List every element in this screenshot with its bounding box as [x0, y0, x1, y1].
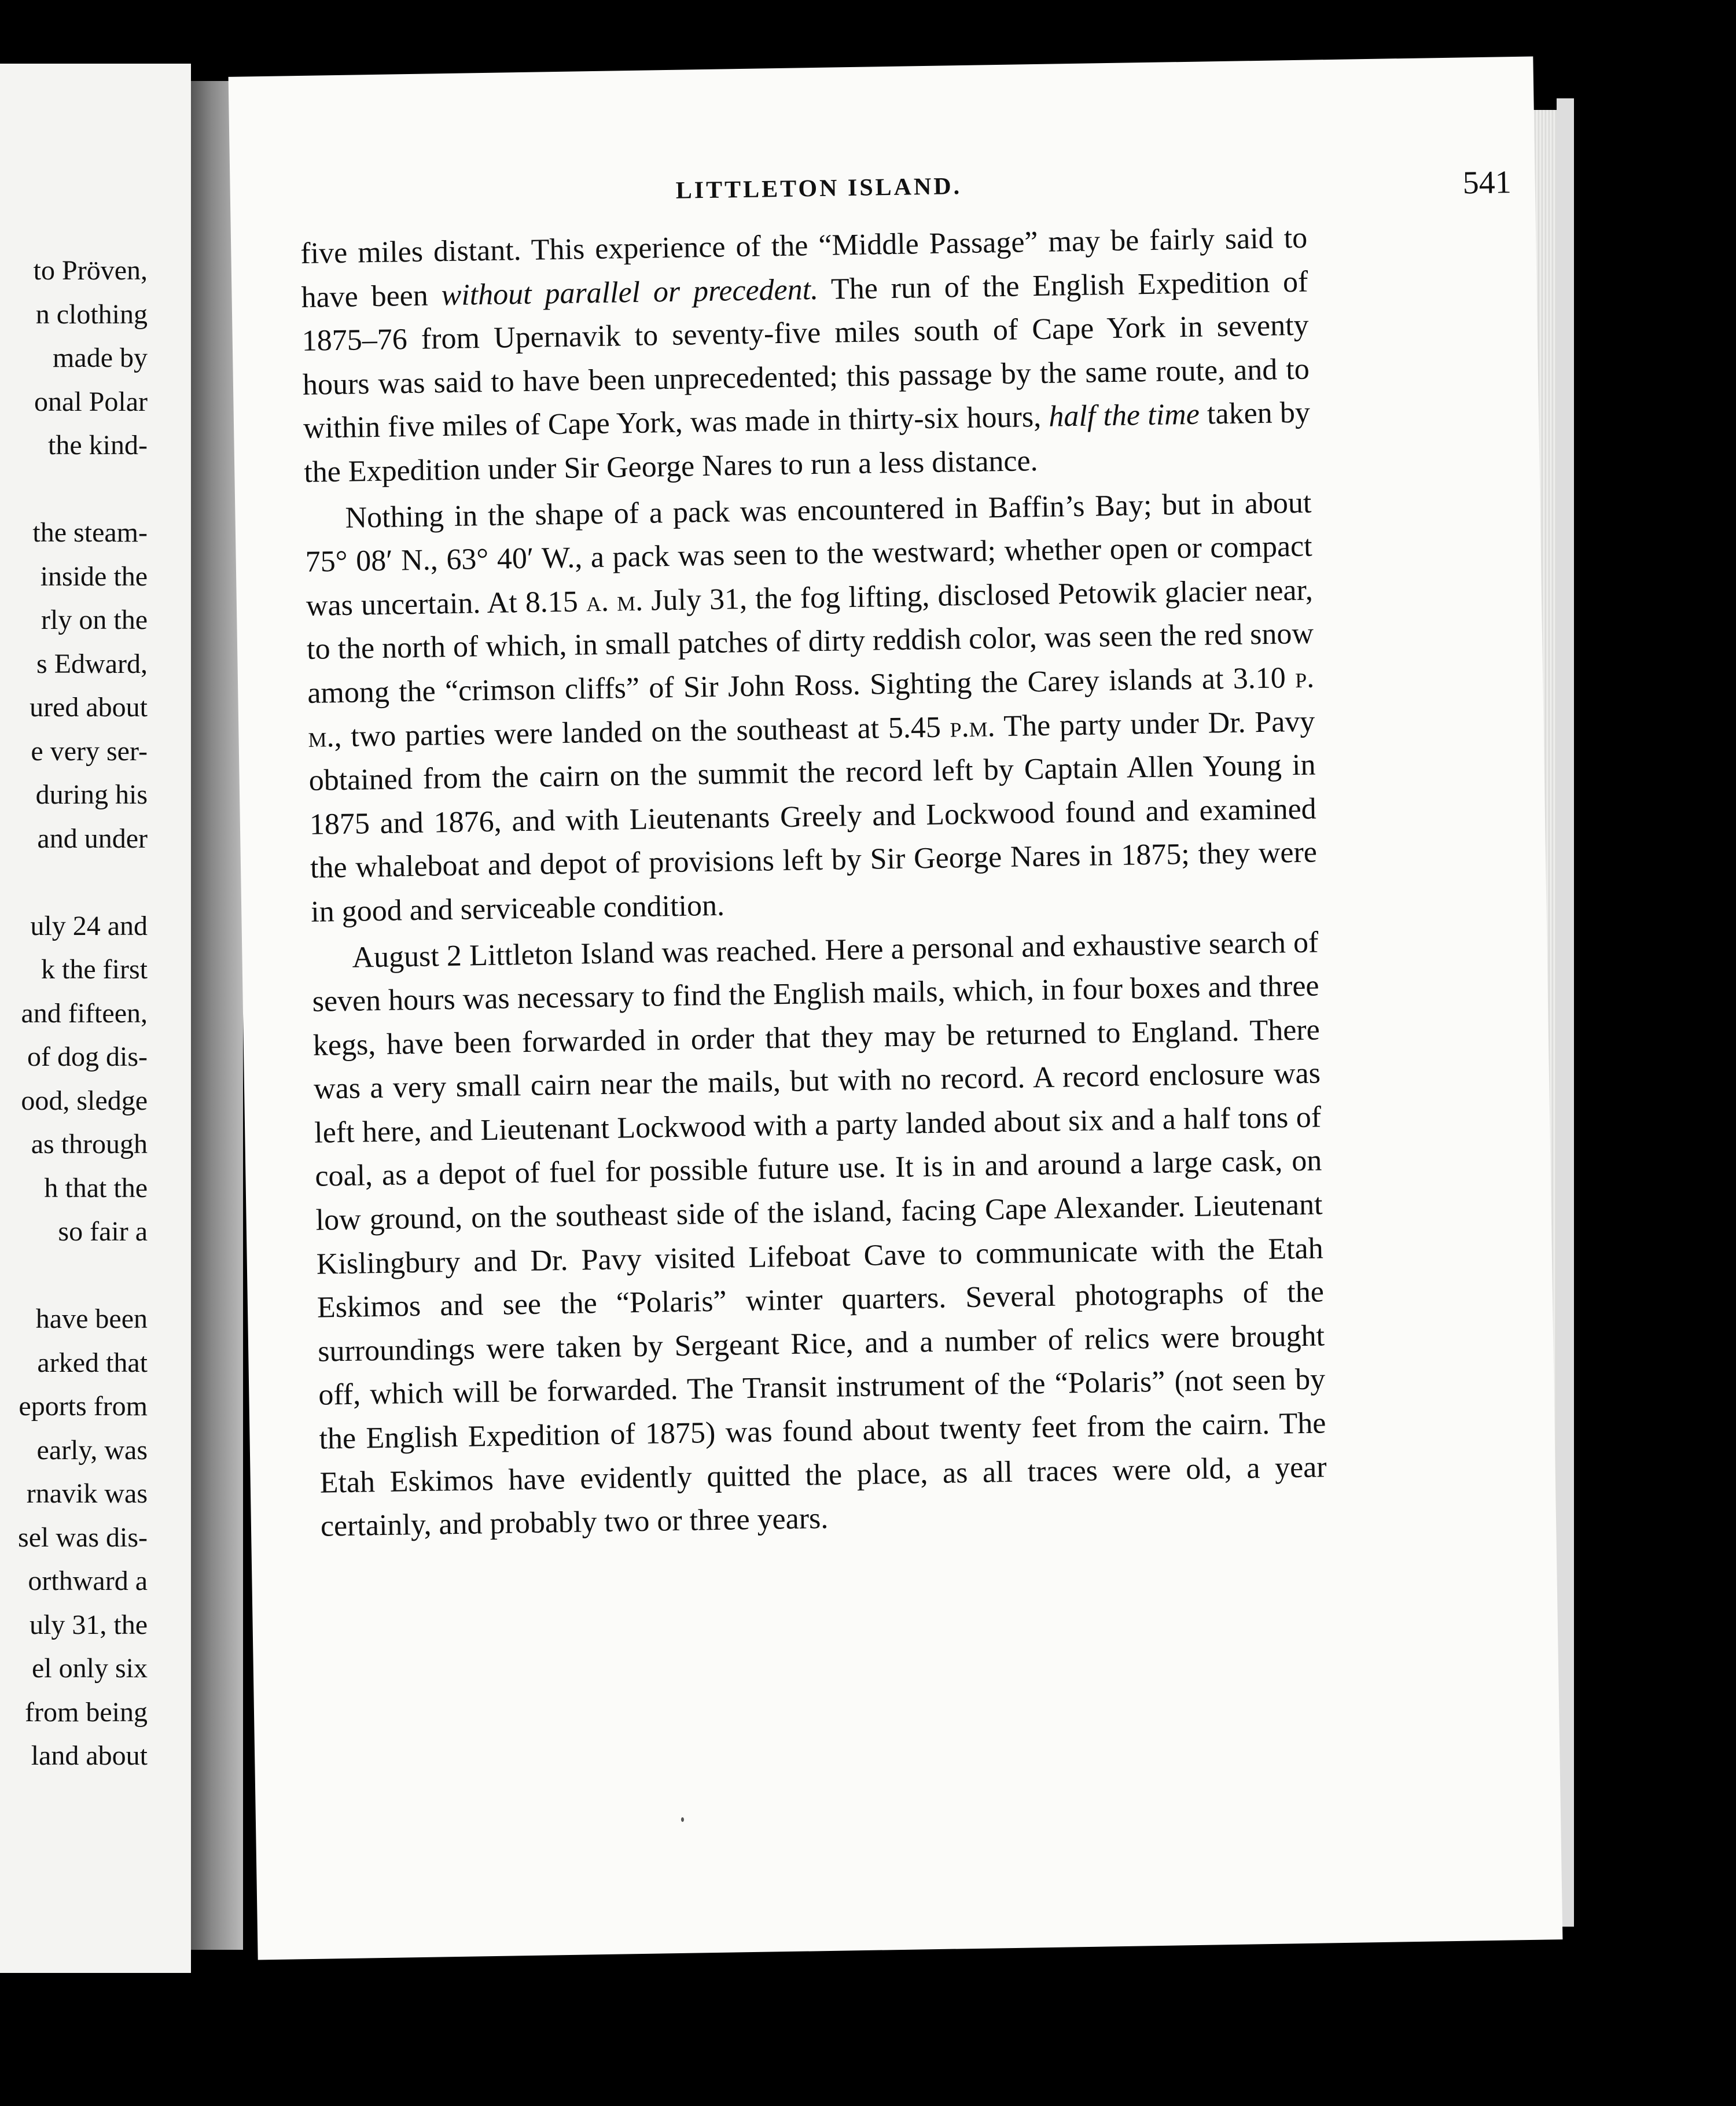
left-page-line: the kind- — [48, 430, 148, 461]
body-text — [300, 216, 1328, 1549]
left-page-line: arked that — [37, 1347, 148, 1378]
text-run: Nothing in the shape of a pack was encountered in Baffin’s Bay; but in about 75° 08′ N., 63° 40′ W., a pack was seen to the westward; whether open or compact was uncertain. At 8.15 — [305, 486, 1312, 623]
small-caps-run: p.m. — [950, 709, 996, 743]
page-edges-shadow — [1557, 98, 1574, 1927]
running-head: LITTLETON ISLAND. — [675, 173, 962, 204]
text-run: The run of the English Expedition of 1875–76 from Upernavik to seventy-five miles south of Cape York in seventy hours was said to have been unprecedented; this passage by the same route, and to within five miles of Cape York, was made in thirty-six hours, — [301, 265, 1310, 446]
paper-speck — [681, 1817, 684, 1822]
left-page-line: eports from — [19, 1391, 148, 1422]
left-page-line: s Edward, — [36, 648, 148, 679]
left-page-line: h that the — [44, 1172, 148, 1203]
text-run: July 31, the fog lifting, disclosed Petowik glacier near, to the north of which, in small patches of dirty reddish color, was seen the red snow among the “crimson cliffs” of Sir John Ross. Sighting the Carey islands at 3.10 — [306, 573, 1314, 710]
paragraph-1 — [300, 216, 1311, 495]
left-page-line: onal Polar — [34, 386, 148, 417]
left-page-line: ured about — [30, 692, 148, 723]
paragraph-3: August 2 Littleton Island was reached. Here a personal and exhaustive search of seven hours was necessary to find the English mails, which, in four boxes and three kegs, have been forwarded in order that they may be returned to England. There was a very small cairn near the mails, but with no record. A record enclosure was left here, and Lieutenant Lockwood with a party landed about six and a half tons of coal, as a depot of fuel for possible future use. It is in and around a large cask, on low ground, on the southeast side of the island, facing Cape Alexander. Lieutenant Kislingbury and Dr. Pavy visited Lifeboat Cave to communicate with the Etah Eskimos and see the “Polaris” winter quarters. Several photographs of the surroundings were taken by Sergeant Rice, and a number of relics were brought off, which will be forwarded. The Transit instrument of the “Polaris” (not seen by the English Expedition of 1875) was found about twenty feet from the cairn. The Etah Eskimos have evidently quitted the place, as all traces were old, a year certainly, and probably two or three years. — [312, 926, 1327, 1543]
page-number: 541 — [1462, 164, 1512, 201]
left-page-line: uly 31, the — [30, 1609, 148, 1640]
left-page-line — [0, 860, 148, 904]
left-page-line: and fifteen, — [21, 997, 148, 1029]
left-page-line: e very ser- — [31, 735, 148, 767]
left-page-text — [0, 249, 148, 1778]
left-page-line: el only six — [32, 1653, 148, 1684]
left-page-line: orthward a — [28, 1566, 148, 1596]
left-page-line: to Pröven, — [33, 255, 148, 286]
left-facing-page — [0, 64, 191, 1973]
left-page-line: early, was — [36, 1434, 148, 1466]
left-page-line: and under — [37, 823, 148, 854]
left-page-line: inside the — [40, 561, 148, 592]
left-page-line: uly 24 and — [30, 910, 148, 941]
left-page-line: so fair a — [58, 1216, 148, 1247]
text-run: five miles distant. This experience of the “Middle Passage” may be fairly said to have been — [300, 221, 1308, 314]
italic-run: without parallel or precedent. — [441, 273, 819, 312]
left-page-line: ood, sledge — [21, 1085, 148, 1116]
paragraph-2 — [304, 481, 1318, 934]
text-run: , two parties were landed on the southeast at 5.45 — [334, 710, 950, 753]
left-page-line: from being — [25, 1696, 148, 1728]
left-page-line: land about — [31, 1740, 148, 1771]
text-run: taken by the Expedition under Sir George Nares to run a less distance. — [303, 396, 1311, 489]
left-page-line: of dog dis- — [27, 1041, 148, 1072]
main-page — [229, 56, 1563, 1960]
left-page-line: made by — [53, 343, 148, 373]
italic-run: half the time — [1048, 398, 1200, 434]
left-page-line: the steam- — [32, 517, 148, 548]
left-page-line: rly on the — [41, 605, 148, 635]
left-page-line: during his — [35, 779, 148, 810]
text-run: The party under Dr. Pavy obtained from the cairn on the summit the record left by Captain Allen Young in 1875 and 1876, and with Lieutenants Greely and Lockwood found and examined the whaleboat and depot of provisions left by Sir George Nares in 1875; they were in good and serviceable condition. — [308, 705, 1318, 929]
small-caps-run: p. m. — [308, 661, 1315, 754]
left-page-line: as through — [31, 1129, 148, 1159]
left-page-line: n clothing — [35, 299, 148, 330]
small-caps-run: a. m. — [586, 584, 643, 618]
left-page-line — [0, 467, 148, 511]
left-page-line: sel was dis- — [18, 1522, 148, 1553]
left-page-line: have been — [35, 1304, 148, 1334]
left-page-line: k the first — [41, 954, 148, 985]
left-page-line — [0, 1254, 148, 1298]
left-page-line: rnavik was — [26, 1478, 148, 1509]
